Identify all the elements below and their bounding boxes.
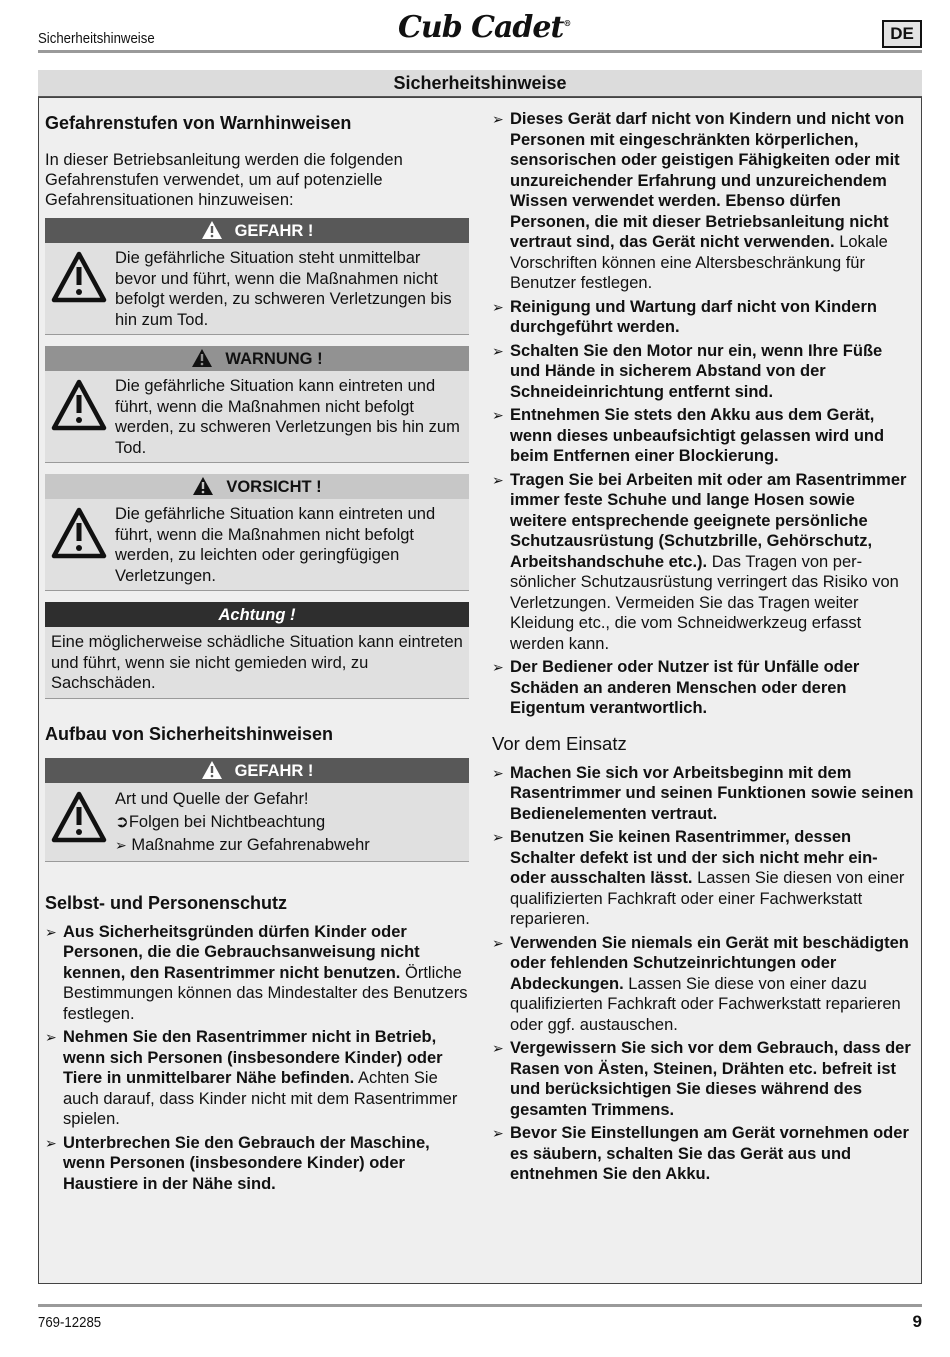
brand-registered-mark: ® — [563, 18, 571, 28]
heading-structure: Aufbau von Sicherheitshinweisen — [45, 723, 334, 744]
notice-warnung-body — [45, 371, 469, 463]
notice-gefahr-body — [45, 243, 469, 335]
list-item: ➢ Aus Sicherheitsgründen dürfen Kinder oder Personen, die die Gebrauchsanweisung nicht kennen, den Rasentrimmer nicht benutzen. Örtliche Bestimmungen können das Mindestalter des Benutzers festlegen. — [45, 922, 469, 1025]
notice-gefahr-bar — [45, 218, 469, 243]
footer-divider — [38, 1304, 922, 1307]
list-item: ➢ Verwenden Sie niemals ein Gerät mit beschädigten oder fehlenden Schutzeinrichtungen oder Abdeckungen. Lassen Sie diese von einer dazu qualifizierten Fachkraft oder Fachwerkstatt reparieren oder ggf. austauschen. — [492, 933, 916, 1036]
notice-warnung-bar — [45, 346, 469, 371]
warning-icon — [192, 476, 214, 496]
notice-warnung-text: Die gefährliche Situation kann eintreten und führt, wenn die Maßnahmen nicht befolgt werden, zu schweren Verletzungen bis hin zum Tod. — [115, 377, 460, 457]
heading-before-use: Vor dem Einsatz — [492, 732, 627, 754]
notice-structure-text — [115, 783, 469, 861]
notice-warnung — [45, 346, 469, 463]
list-item: ➢ Nehmen Sie den Rasentrimmer nicht in Betrieb, wenn sich Personen (insbesondere Kinder) oder Tiere in unmittelbarer Nähe befinden. Achten Sie auch darauf, dass Kinder nicht mit dem Rasentrimmer spielen. — [45, 1027, 469, 1130]
heading-self-protection: Selbst- und Personenschutz — [45, 892, 288, 913]
notice-gefahr — [45, 218, 469, 335]
intro-paragraph: In dieser Betriebsanleitung werden die folgenden Gefahrenstufen verwendet, um auf potenzielle Gefahrensituationen hinzuweisen: — [45, 151, 403, 209]
right-column — [492, 109, 916, 1185]
header-section-label: Sicherheitshinweise — [38, 30, 155, 47]
before-use-list — [492, 763, 916, 1185]
notice-vorsicht-body — [45, 499, 469, 591]
brand-logo-text: Cub Cadet — [398, 10, 564, 45]
safety-list — [492, 109, 916, 719]
notice-structure-example — [45, 758, 469, 862]
list-item: ➢ Schalten Sie den Motor nur ein, wenn Ihre Füße und Hände in sicherem Abstand von der Schneideinrichtung entfernt sind. — [492, 341, 916, 403]
brand-logo — [398, 6, 588, 45]
notice-achtung-label: Achtung ! — [45, 602, 469, 627]
warning-icon — [201, 760, 223, 780]
notice-structure-body — [45, 783, 469, 862]
warning-triangle-icon — [51, 379, 107, 431]
notice-warnung-label: WARNUNG ! — [225, 350, 323, 368]
structure-line-source: Art und Quelle der Gefahr! — [115, 789, 309, 808]
list-item: ➢ Bevor Sie Einstellungen am Gerät vornehmen oder es säubern, schalten Sie das Gerät aus und entnehmen Sie den Akku. — [492, 1123, 916, 1185]
warning-triangle-icon — [51, 251, 107, 303]
list-item: ➢ Entnehmen Sie stets den Akku aus dem Gerät, wenn dieses unbeaufsichtigt gelassen wird und beim Entfernen einer Blockierung. — [492, 405, 916, 467]
page-title: Sicherheitshinweise — [38, 70, 922, 97]
list-item: ➢ Benutzen Sie keinen Rasentrimmer, dessen Schalter defekt ist und der sich nicht mehr ein- oder ausschalten lässt. Lassen Sie diesen von einer qualifizierten Fachkraft oder einer Fachwerkstatt reparieren. — [492, 827, 916, 930]
warning-triangle-icon — [51, 791, 107, 843]
notice-structure-label: GEFAHR ! — [234, 761, 314, 780]
list-item: ➢ Tragen Sie bei Arbeiten mit oder am Rasentrimmer immer feste Schuhe und lange Hosen sowie weitere entsprechende geeignete persönliche Schutzausrüstung (Schutzbrille, Gehörschutz, Arbeitshandschuhe etc.). Das Tragen von persönlicher Schutzausrüstung verringert das Risiko von Verletzungen. Vermeiden Sie das Tragen weiter Kleidung etc., die vom Schneidwerkzeug erfasst werden kann. — [492, 470, 916, 655]
notice-vorsicht — [45, 474, 469, 591]
heading-danger-levels: Gefahrenstufen von Warnhinweisen — [45, 113, 352, 133]
document-number: 769-12285 — [38, 1314, 102, 1331]
list-item: ➢ Der Bediener oder Nutzer ist für Unfälle oder Schäden an anderen Menschen oder deren Eigentum verantwortlich. — [492, 657, 916, 719]
notice-vorsicht-bar — [45, 474, 469, 499]
notice-vorsicht-label: VORSICHT ! — [226, 478, 322, 496]
arrow-circle-icon: ➲ — [115, 812, 129, 831]
list-item: ➢ Reinigung und Wartung darf nicht von Kindern durchgeführt werden. — [492, 297, 916, 338]
list-item: ➢ Vergewissern Sie sich vor dem Gebrauch, dass der Rasen von Ästen, Steinen, Drähten etc. befreit ist und berücksichtigen Sie dieses während des gesamten Trimmens. — [492, 1038, 916, 1120]
left-column — [45, 104, 469, 1194]
notice-achtung — [45, 602, 469, 699]
notice-gefahr-label: GEFAHR ! — [234, 222, 314, 240]
page-number: 9 — [912, 1312, 922, 1331]
structure-line-measure: ➢ Maßnahme zur Gefahrenabwehr — [115, 835, 370, 854]
language-badge: DE — [882, 20, 922, 48]
notice-achtung-body — [45, 627, 469, 699]
list-item: ➢ Dieses Gerät darf nicht von Kindern und nicht von Personen mit eingeschränkten körperlichen, sensorischen oder geistigen Fähigkeiten oder mit unzureichender Erfahrung und unzureichendem Wissen verwendet werden. Ebenso dürfen Personen, die mit dieser Betriebsanleitung nicht vertraut sind, das Gerät nicht verwenden. Lokale Vorschriften können eine Altersbeschränkung für Benutzer festlegen. — [492, 109, 916, 294]
list-item: ➢ Machen Sie sich vor Arbeitsbeginn mit dem Rasentrimmer und seinen Funktionen sowie seinen Bedienelementen vertraut. — [492, 763, 916, 825]
notice-vorsicht-text: Die gefährliche Situation kann eintreten und führt, wenn die Maßnahmen nicht befolgt werden, zu leichten oder geringfügigen Verletzungen. — [115, 505, 436, 585]
notice-gefahr-text: Die gefährliche Situation steht unmittelbar bevor und führt, wenn die Maßnahmen nicht befolgt werden, zu schweren Verletzungen bis hin zum Tod. — [115, 249, 452, 329]
structure-line-consequence: ➲Folgen bei Nichtbeachtung — [115, 812, 326, 831]
arrow-bullet-icon: ➢ — [115, 836, 127, 853]
header-divider — [38, 50, 922, 53]
list-item: ➢ Unterbrechen Sie den Gebrauch der Maschine, wenn Personen (insbesondere Kinder) oder Haustiere in der Nähe sind. — [45, 1133, 469, 1195]
warning-icon — [191, 348, 213, 368]
self-protection-list — [45, 922, 469, 1195]
notice-achtung-text: Eine möglicherweise schädliche Situation kann eintreten und führt, wenn sie nicht gemieden wird, zu Sachschäden. — [51, 633, 463, 692]
warning-icon — [201, 220, 223, 240]
warning-triangle-icon — [51, 507, 107, 559]
notice-structure-bar — [45, 758, 469, 783]
